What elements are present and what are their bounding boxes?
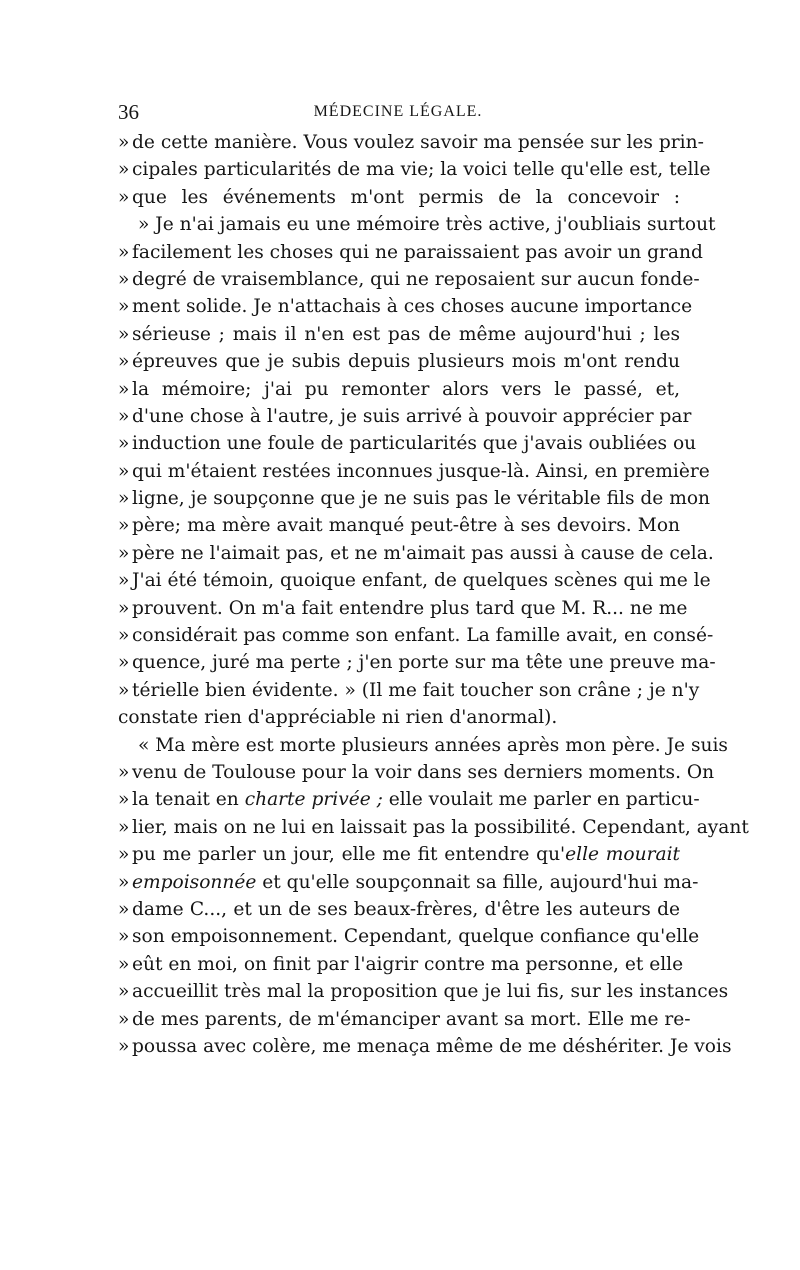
quote-mark: » — [118, 460, 130, 482]
line-text: et qu'elle soupçonnait sa fille, aujourd'hui ma- — [256, 871, 699, 893]
line-text: son empoisonnement. Cependant, quelque confiance qu'elle — [132, 926, 700, 948]
line-text: ment solide. Je n'attachais à ces choses aucune importance — [132, 296, 693, 318]
quote-mark: » — [118, 570, 130, 592]
line-text: père; ma mère avait manqué peut-être à ses devoirs. Mon — [132, 515, 680, 537]
line-text: eût en moi, on finit par l'aigrir contre ma personne, et elle — [132, 953, 684, 975]
text-line — [118, 814, 749, 841]
italic-text: charte privée ; — [244, 789, 383, 811]
quote-mark: » — [118, 789, 130, 811]
quote-mark: » — [118, 323, 130, 345]
page-number: 36 — [118, 100, 139, 124]
text-line — [118, 951, 684, 978]
line-text: degré de vraisemblance, qui ne reposaient sur aucun fonde- — [132, 268, 700, 290]
body-text — [118, 129, 749, 1060]
line-text: térielle bien évidente. » (Il me fait toucher son crâne ; je n'y — [132, 679, 700, 701]
quote-mark: » — [118, 679, 130, 701]
line-text: considérait pas comme son enfant. La famille avait, en consé- — [132, 625, 714, 647]
quote-mark: » — [118, 816, 130, 838]
text-line — [118, 759, 715, 786]
text-line — [118, 239, 703, 266]
text-line — [118, 567, 711, 594]
text-line — [118, 512, 680, 539]
line-text: la tenait en — [132, 789, 245, 811]
line-text: pu me parler un jour, elle me fit entendre qu' — [132, 844, 566, 866]
line-text: cipales particularités de ma vie; la voici telle qu'elle est, telle — [132, 159, 711, 181]
line-text: la mémoire; j'ai pu remonter alors vers le passé, et, — [132, 378, 680, 400]
quote-mark: » — [118, 1035, 130, 1057]
text-line — [118, 376, 680, 403]
line-text: épreuves que je subis depuis plusieurs mois m'ont rendu — [132, 351, 680, 373]
text-line — [118, 786, 700, 813]
text-line — [118, 622, 714, 649]
text-line — [118, 704, 680, 731]
quote-mark: » — [118, 953, 130, 975]
text-line — [118, 348, 680, 375]
quote-mark: » — [118, 844, 130, 866]
quote-mark: » — [118, 652, 130, 674]
line-text: elle voulait me parler en particu- — [382, 789, 700, 811]
quote-mark: » — [118, 871, 130, 893]
text-line — [118, 677, 700, 704]
text-line — [118, 896, 680, 923]
quote-mark: » — [118, 132, 130, 153]
quote-mark: » — [118, 241, 130, 263]
quote-mark: » — [118, 296, 130, 318]
line-text: J'ai été témoin, quoique enfant, de quelques scènes qui me le — [132, 570, 711, 592]
quote-mark: » — [118, 433, 130, 455]
line-text: venu de Toulouse pour la voir dans ses derniers moments. On — [132, 761, 715, 783]
quote-mark: » — [118, 186, 130, 208]
text-line — [118, 129, 704, 156]
line-text: constate rien d'appréciable ni rien d'anormal). — [118, 707, 558, 729]
italic-text: elle mourait — [565, 844, 680, 866]
line-text: ligne, je soupçonne que je ne suis pas le véritable fils de mon — [132, 488, 711, 510]
text-line — [118, 430, 697, 457]
italic-text: empoisonnée — [132, 871, 257, 893]
text-line — [118, 211, 716, 238]
quote-mark: » — [118, 378, 130, 400]
line-text: accueillit très mal la proposition que je lui fis, sur les instances — [132, 981, 729, 1003]
text-line — [118, 732, 728, 759]
quote-mark: » — [118, 488, 130, 510]
text-line — [118, 321, 680, 348]
quote-mark: » — [118, 597, 130, 619]
text-line — [118, 978, 729, 1005]
text-line — [118, 540, 714, 567]
quote-mark: » — [118, 542, 130, 564]
text-line — [118, 156, 711, 183]
quote-mark: » — [118, 268, 130, 290]
text-line — [118, 1033, 732, 1060]
line-text: quence, juré ma perte ; j'en porte sur ma tête une preuve ma- — [132, 652, 716, 674]
line-text: prouvent. On m'a fait entendre plus tard que M. R... ne me — [132, 597, 688, 619]
quote-mark: » — [118, 625, 130, 647]
line-text: lier, mais on ne lui en laissait pas la possibilité. Cependant, ayant — [132, 816, 749, 838]
line-text: « Ma mère est morte plusieurs années après mon père. Je suis — [138, 734, 728, 756]
line-text: d'une chose à l'autre, je suis arrivé à pouvoir apprécier par — [132, 405, 692, 427]
line-text: père ne l'aimait pas, et ne m'aimait pas aussi à cause de cela. — [132, 542, 714, 564]
quote-mark: » — [118, 926, 130, 948]
line-text: dame C..., et un de ses beaux-frères, d'être les auteurs de — [132, 898, 680, 920]
quote-mark: » — [118, 515, 130, 537]
line-text: qui m'étaient restées inconnues jusque-là. Ainsi, en première — [132, 460, 710, 482]
quote-mark: » — [118, 159, 130, 181]
text-line — [118, 923, 700, 950]
line-text: induction une foule de particularités que j'avais oubliées ou — [132, 433, 697, 455]
quote-mark: » — [118, 405, 130, 427]
text-line — [118, 841, 680, 868]
text-line — [118, 869, 699, 896]
line-text: facilement les choses qui ne paraissaient pas avoir un grand — [132, 241, 703, 263]
line-text: de mes parents, de m'émanciper avant sa mort. Elle me re- — [132, 1008, 691, 1030]
quote-mark: » — [118, 1008, 130, 1030]
text-line — [118, 266, 700, 293]
text-line — [118, 595, 688, 622]
text-line — [118, 293, 693, 320]
line-text: de cette manière. Vous voulez savoir ma pensée sur les prin- — [132, 132, 704, 153]
line-text: » Je n'ai jamais eu une mémoire très active, j'oubliais surtout — [138, 214, 716, 236]
quote-mark: » — [118, 898, 130, 920]
text-line — [118, 649, 716, 676]
quote-mark: » — [118, 981, 130, 1003]
text-line — [118, 1006, 691, 1033]
running-title: MÉDECINE LÉGALE. — [313, 103, 483, 120]
text-line — [118, 485, 711, 512]
line-text: sérieuse ; mais il n'en est pas de même aujourd'hui ; les — [132, 323, 680, 345]
line-text: poussa avec colère, me menaça même de me déshériter. Je vois — [132, 1035, 732, 1057]
page-header — [118, 100, 678, 130]
line-text: que les événements m'ont permis de la concevoir : — [132, 186, 680, 208]
quote-mark: » — [118, 761, 130, 783]
text-line — [118, 403, 692, 430]
quote-mark: » — [118, 351, 130, 373]
text-line — [118, 458, 710, 485]
text-line — [118, 184, 680, 211]
